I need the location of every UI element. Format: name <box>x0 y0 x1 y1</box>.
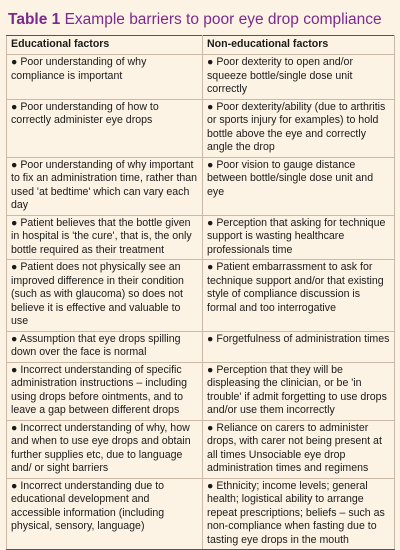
non-educational-cell: ● Reliance on carers to administer drops, with carer not being present at all times Unsociable eye drop administration times and regimens <box>203 420 395 478</box>
table-row <box>7 260 395 332</box>
non-educational-cell: ● Forgetfulness of administration times <box>203 331 395 362</box>
header-row <box>7 36 395 55</box>
table-row <box>7 362 395 420</box>
educational-cell: ● Patient believes that the bottle given in hospital is 'the cure', that is, the only bottle required as their treatment <box>7 215 203 260</box>
barriers-table <box>6 35 395 550</box>
educational-cell: ● Poor understanding of why compliance is important <box>7 55 203 100</box>
non-educational-cell: ● Poor dexterity/ability (due to arthritis or sports injury for examples) to hold bottle above the eye and correctly angle the drop <box>203 99 395 157</box>
educational-cell: ● Incorrect understanding of why, how and when to use eye drops and obtain further supplies etc, due to language and/ or sight barriers <box>7 420 203 478</box>
table-row <box>7 99 395 157</box>
non-educational-cell: ● Perception that they will be displeasing the clinician, or be 'in trouble' if admit forgetting to use drops and/or use them incorrectly <box>203 362 395 420</box>
header-non-educational: Non-educational factors <box>203 36 395 55</box>
educational-cell: ● Poor understanding of how to correctly administer eye drops <box>7 99 203 157</box>
non-educational-cell: ● Ethnicity; income levels; general health; logistical ability to arrange repeat prescriptions; beliefs – such as non-compliance when fasting due to tasting eye drops in the mouth <box>203 478 395 550</box>
educational-cell: ● Assumption that eye drops spilling down over the face is normal <box>7 331 203 362</box>
non-educational-cell: ● Poor dexterity to open and/or squeeze bottle/single dose unit correctly <box>203 55 395 100</box>
educational-cell: ● Incorrect understanding of specific administration instructions – including using drops before ointments, and to leave a gap between different drops <box>7 362 203 420</box>
table-row <box>7 420 395 478</box>
table-caption: Example barriers to poor eye drop compliance <box>64 11 382 28</box>
header-educational: Educational factors <box>7 36 203 55</box>
table-row <box>7 55 395 100</box>
educational-cell: ● Patient does not physically see an improved difference in their condition (such as with glaucoma) so does not believe it is effective and valuable to use <box>7 260 203 332</box>
table-title <box>8 10 394 30</box>
table-row <box>7 331 395 362</box>
table-number: Table 1 <box>8 11 61 28</box>
table-row <box>7 157 395 215</box>
table-row <box>7 215 395 260</box>
educational-cell: ● Poor understanding of why important to fix an administration time, rather than used 'at bedtime' which can vary each day <box>7 157 203 215</box>
table-row <box>7 478 395 550</box>
non-educational-cell: ● Patient embarrassment to ask for technique support and/or that existing style of compliance discussion is formal and too interrogative <box>203 260 395 332</box>
non-educational-cell: ● Poor vision to gauge distance between bottle/single dose unit and eye <box>203 157 395 215</box>
educational-cell: ● Incorrect understanding due to educational development and accessible information (including physical, sensory, language) <box>7 478 203 550</box>
non-educational-cell: ● Perception that asking for technique support is wasting healthcare professionals time <box>203 215 395 260</box>
